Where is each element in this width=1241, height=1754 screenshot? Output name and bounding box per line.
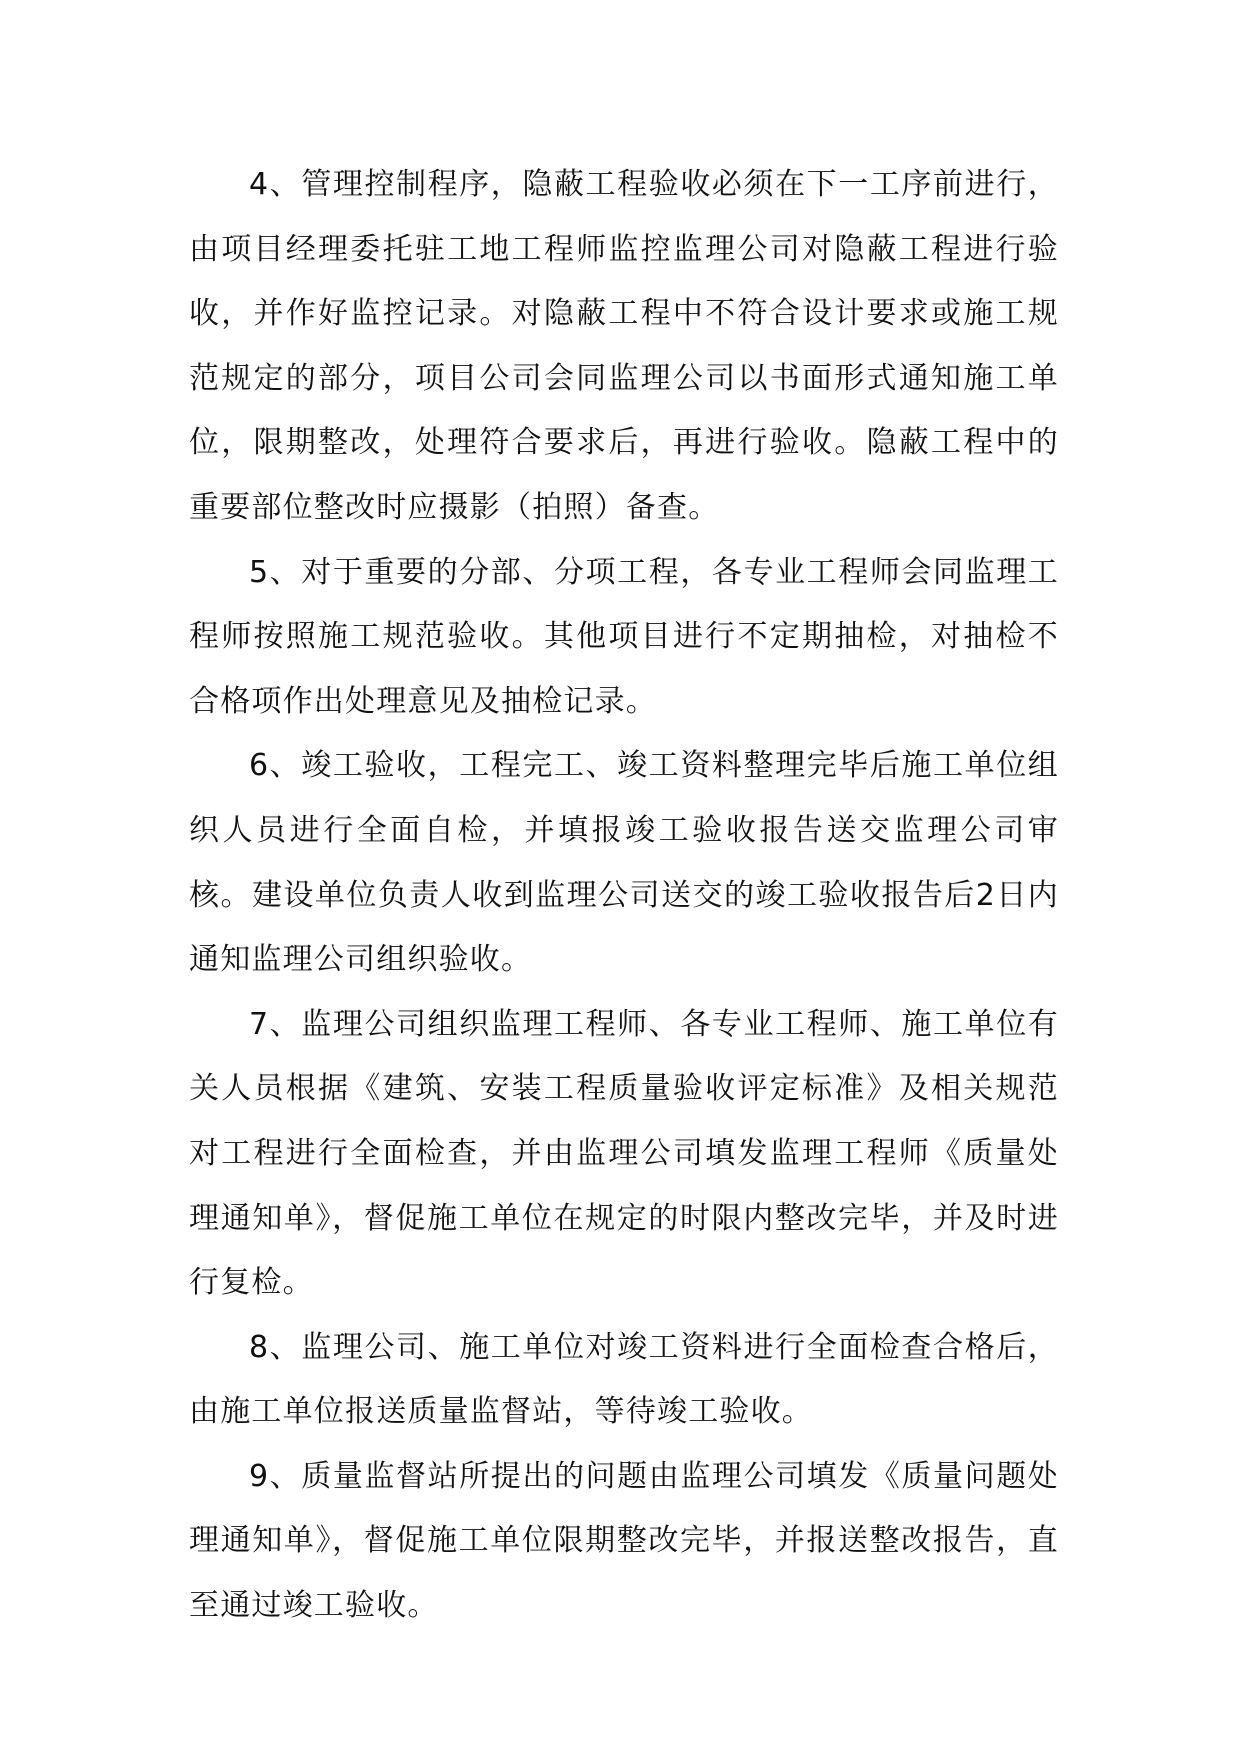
- paragraph-item-5: 5、对于重要的分部、分项工程，各专业工程师会同监理工程师按照施工规范验收。其他项目进行不定期抽检，对抽检不合格项作出处理意见及抽检记录。: [189, 554, 1059, 719]
- paragraph-item-6: 6、竣工验收，工程完工、竣工资料整理完毕后施工单位组织人员进行全面自检，并填报竣工验收报告送交监理公司审核。建设单位负责人收到监理公司送交的竣工验收报告后2日内通知监理公司组织验收。: [189, 748, 1059, 978]
- paragraph-item-8: 8、监理公司、施工单位对竣工资料进行全面检查合格后，由施工单位报送质量监督站，等待竣工验收。: [189, 1329, 1059, 1430]
- paragraph-item-7: 7、监理公司组织监理工程师、各专业工程师、施工单位有关人员根据《建筑、安装工程质量验收评定标准》及相关规范对工程进行全面检查，并由监理公司填发监理工程师《质量处理通知单》，督促施工单位在规定的时限内整改完毕，并及时进行复检。: [189, 1006, 1059, 1301]
- paragraph-item-4: 4、管理控制程序，隐蔽工程验收必须在下一工序前进行，由项目经理委托驻工地工程师监控监理公司对隐蔽工程进行验收，并作好监控记录。对隐蔽工程中不符合设计要求或施工规范规定的部分，项目公司会同监理公司以书面形式通知施工单位，限期整改，处理符合要求后，再进行验收。隐蔽工程中的重要部位整改时应摄影（拍照）备查。: [189, 167, 1059, 525]
- paragraph-item-9: 9、质量监督站所提出的问题由监理公司填发《质量问题处理通知单》，督促施工单位限期整改完毕，并报送整改报告，直至通过竣工验收。: [189, 1458, 1059, 1624]
- document-page: [189, 153, 1059, 1639]
